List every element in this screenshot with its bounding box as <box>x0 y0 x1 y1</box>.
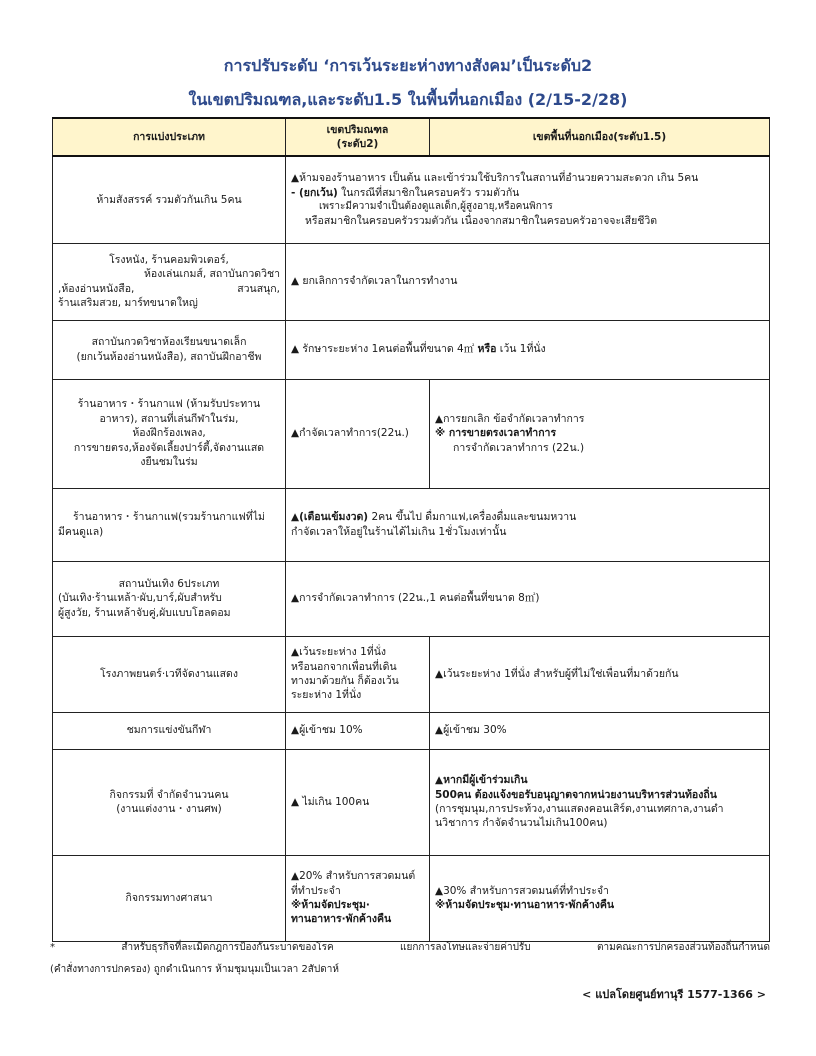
row3-content-a: ▲ รักษาระยะห่าง 1คนต่อพื้นที่ขนาด 4㎡ <box>291 343 475 356</box>
translation-credit: < แปลโดยศูนย์ทานุรี 1577-1366 > <box>582 988 766 1001</box>
row5-line2: กำจัดเวลาให้อยู่ในร้านได้ไม่เกิน 1ชั่วโมงเท่านั้น <box>291 525 507 538</box>
row8-category: ชมการแข่งขันกีฬา <box>53 712 286 749</box>
row10-m-line2: ที่ทำประจำ <box>291 884 341 897</box>
table-row <box>53 379 770 488</box>
row4-out-line1: ▲การยกเลิก ข้อจำกัดเวลาทำการ <box>435 412 585 425</box>
row5-cat-line2: มีคนดูแล) <box>58 525 104 538</box>
row2-category <box>53 243 286 320</box>
row7-m-line1: ▲เว้นระยะห่าง 1ที่นั่ง <box>291 646 386 659</box>
row3-category <box>53 320 286 379</box>
row10-metro <box>286 855 430 941</box>
row9-out-line2: 500คน ต้องแจ้งขอรับอนุญาตจากหน่วยงานบริหารส่วนท้องถิ่น <box>435 788 717 801</box>
header-metro <box>286 118 430 156</box>
row1-line4: หรือสมาชิกในครอบครัวรวมตัวกัน เนื่องจากสมาชิกในครอบครัวอาจจะเสียชีวิต <box>305 214 658 227</box>
row9-category <box>53 749 286 855</box>
row4-out-line2: ※ การขายตรงเวลาทำการ <box>435 427 557 440</box>
row4-cat-line3: ห้องฝึกร้องเพลง, <box>132 427 206 440</box>
row6-category <box>53 561 286 636</box>
row2-cat-line1: โรงหนัง, ร้านคอมพิวเตอร์, <box>109 253 229 266</box>
row1-content <box>286 156 770 243</box>
table-row <box>53 636 770 712</box>
row2-cat-line3b: สวนสนุก, <box>237 282 280 295</box>
row7-m-line3: ทางมาด้วยกัน ก็ต้องเว้น <box>291 675 399 687</box>
footnote-line1 <box>50 940 770 955</box>
page-title-line2: ในเขตปริมณฑล,และระดับ1.5 ในพื้นที่นอกเมือง (2/15-2/28) <box>188 90 628 109</box>
header-category: การแบ่งประเภท <box>53 118 286 156</box>
row4-cat-line5: งยืนชมในร่ม <box>140 456 198 469</box>
row5-cat-line1: ร้านอาหาร・ร้านกาแฟ(รวมร้านกาแฟที่ไม่ <box>73 511 265 524</box>
row9-outside <box>430 749 770 855</box>
row4-cat-line1: ร้านอาหาร・ร้านกาแฟ (ห้ามรับประทาน <box>77 398 261 411</box>
table-row <box>53 488 770 561</box>
row9-out-line1: ▲หากมีผู้เข้าร่วมเกิน <box>435 774 528 787</box>
row7-m-line4: ระยะห่าง 1ที่นั่ง <box>291 689 362 702</box>
table-row <box>53 749 770 855</box>
row10-m-line3: ※ห้ามจัดประชุม· <box>291 899 370 911</box>
row5-category <box>53 488 286 561</box>
row1-line1: ▲ห้ามจองร้านอาหาร เป็นต้น และเข้าร่วมใช้บริการในสถานที่อำนวยความสะดวก เกิน 5คน <box>291 172 699 185</box>
table-row <box>53 855 770 941</box>
footnote-part3: ตามคณะการปกครองส่วนท้องถิ่นกำหนด <box>597 942 770 953</box>
table-row <box>53 156 770 243</box>
row3-cat-line2: (ยกเว้นห้องอ่านหนังสือ), สถาบันฝึกอาชีพ <box>76 350 262 363</box>
header-metro-line2: (ระดับ2) <box>336 138 379 150</box>
table-row <box>53 561 770 636</box>
row6-cat-line3: ผู้สูงวัย, ร้านเหล้าจับคู่,ผับแบบโฮลดอม <box>58 606 231 619</box>
row2-cat-line3 <box>58 282 280 296</box>
row8-outside: ▲ผู้เข้าชม 30% <box>430 712 770 749</box>
row6-cat-line1: สถานบันเทิง 6ประเภท <box>118 577 220 590</box>
footnote-mark: * <box>50 942 55 953</box>
table-row <box>53 320 770 379</box>
row10-category: กิจกรรมทางศาสนา <box>53 855 286 941</box>
row10-m-line4: ทานอาหาร·พักค้างคืน <box>291 913 392 926</box>
row2-cat-line3a: ,ห้องอ่านหนังสือ, <box>58 282 135 295</box>
row1-category: ห้ามสังสรรค์ รวมตัวกันเกิน 5คน <box>53 156 286 243</box>
row4-outside <box>430 379 770 488</box>
row5-warning-label: ▲(เตือนเข้มงวด) <box>291 511 369 524</box>
header-metro-line1: เขตปริมณฑล <box>326 123 389 136</box>
row1-line2 <box>291 186 764 200</box>
row9-metro: ▲ ไม่เกิน 100คน <box>286 749 430 855</box>
row3-cat-line1: สถาบันกวดวิชาห้องเรียนขนาดเล็ก <box>91 336 247 349</box>
footnote-part2: แยกการลงโทษและจ่ายค่าปรับ <box>400 942 531 953</box>
row2-cat-line2: ห้องเล่นเกมส์, สถาบันกวดวิชา <box>143 268 280 281</box>
row7-category: โรงภาพยนตร์·เวทีจัดงานแสดง <box>53 636 286 712</box>
row2-cat-line4: ร้านเสริมสวย, มาร์ทขนาดใหญ่ <box>58 296 198 309</box>
row9-out-line3: (การชุมนุม,การประท้วง,งานแสดงคอนเสิร์ต,งานเทศกาล,งานดำ <box>435 803 724 815</box>
row4-out-line3: การจำกัดเวลาทำการ (22น.) <box>453 441 585 454</box>
row1-line2-text: ในกรณีที่สมาชิกในครอบครัว รวมตัวกัน <box>337 186 520 199</box>
row6-content: ▲การจำกัดเวลาทำการ (22น.,1 คนต่อพื้นที่ขนาด 8㎡) <box>286 561 770 636</box>
row1-exception-label: - (ยกเว้น) <box>291 186 338 199</box>
row4-cat-line2: อาหาร), สถานที่เล่นกีฬาในร่ม, <box>99 412 239 425</box>
row10-o-line2: ※ห้ามจัดประชุม·ทานอาหาร·พักค้างคืน <box>435 899 615 911</box>
row7-m-line2: หรือนอกจากเพื่อนที่เดิน <box>291 660 397 673</box>
row10-o-line1: ▲30% สำหรับการสวดมนต์ที่ทำประจำ <box>435 884 609 897</box>
table-row <box>53 243 770 320</box>
row3-content <box>286 320 770 379</box>
row9-out-line4: นวิชาการ กำจัดจำนวนไม่เกิน100คน) <box>435 817 608 830</box>
row10-m-line1: ▲20% สำหรับการสวดมนต์ <box>291 870 416 883</box>
row8-metro: ▲ผู้เข้าชม 10% <box>286 712 430 749</box>
header-outside: เขตพื้นที่นอกเมือง(ระดับ1.5) <box>430 118 770 156</box>
row4-metro: ▲กำจัดเวลาทำการ(22น.) <box>286 379 430 488</box>
row10-outside <box>430 855 770 941</box>
row1-line3: เพราะมีความจำเป็นต้องดูแลเด็ก,ผู้สูงอายุ,หรือคนพิการ <box>319 201 553 213</box>
row7-outside: ▲เว้นระยะห่าง 1ที่นั่ง สำหรับผู้ที่ไม่ใช่เพื่อนที่มาด้วยกัน <box>430 636 770 712</box>
row4-category <box>53 379 286 488</box>
footnote-line2: (คำสั่งทางการปกครอง) ถูกดำเนินการ ห้ามชุมนุมเป็นเวลา 2สัปดาห์ <box>50 964 339 975</box>
row5-content <box>286 488 770 561</box>
row5-line1-text: 2คน ขึ้นไป ดื่มกาแฟ,เครื่องดื่มและขนมหวาน <box>368 511 577 524</box>
row3-content-or: หรือ <box>477 343 497 356</box>
row4-cat-line4: การขายตรง,ห้องจัดเลี้ยงปาร์ตี้,จัดงานแสด <box>73 441 265 454</box>
row5-line1 <box>291 510 764 524</box>
row7-metro <box>286 636 430 712</box>
row9-cat-line1: กิจกรรมที่ จำกัดจำนวนคน <box>109 788 229 801</box>
row9-cat-line2: (งานแต่งงาน・งานศพ) <box>116 803 222 815</box>
header-row <box>53 118 770 156</box>
row6-cat-line2: (บันเทิง·ร้านเหล้า·ผับ,บาร์,ผับสำหรับ <box>58 592 222 605</box>
page-title-line1: การปรับระดับ ‘การเว้นระยะห่างทางสังคม’เป็นระดับ2 <box>223 56 593 75</box>
row2-content: ▲ ยกเลิกการจำกัดเวลาในการทำงาน <box>286 243 770 320</box>
row3-content-c: เว้น 1ที่นั่ง <box>496 343 546 356</box>
restrictions-table <box>52 117 770 942</box>
footnote-part1: สำหรับธุรกิจที่ละเมิดกฎการป้องกันระบาดของโรค <box>121 942 334 953</box>
table-row <box>53 712 770 749</box>
